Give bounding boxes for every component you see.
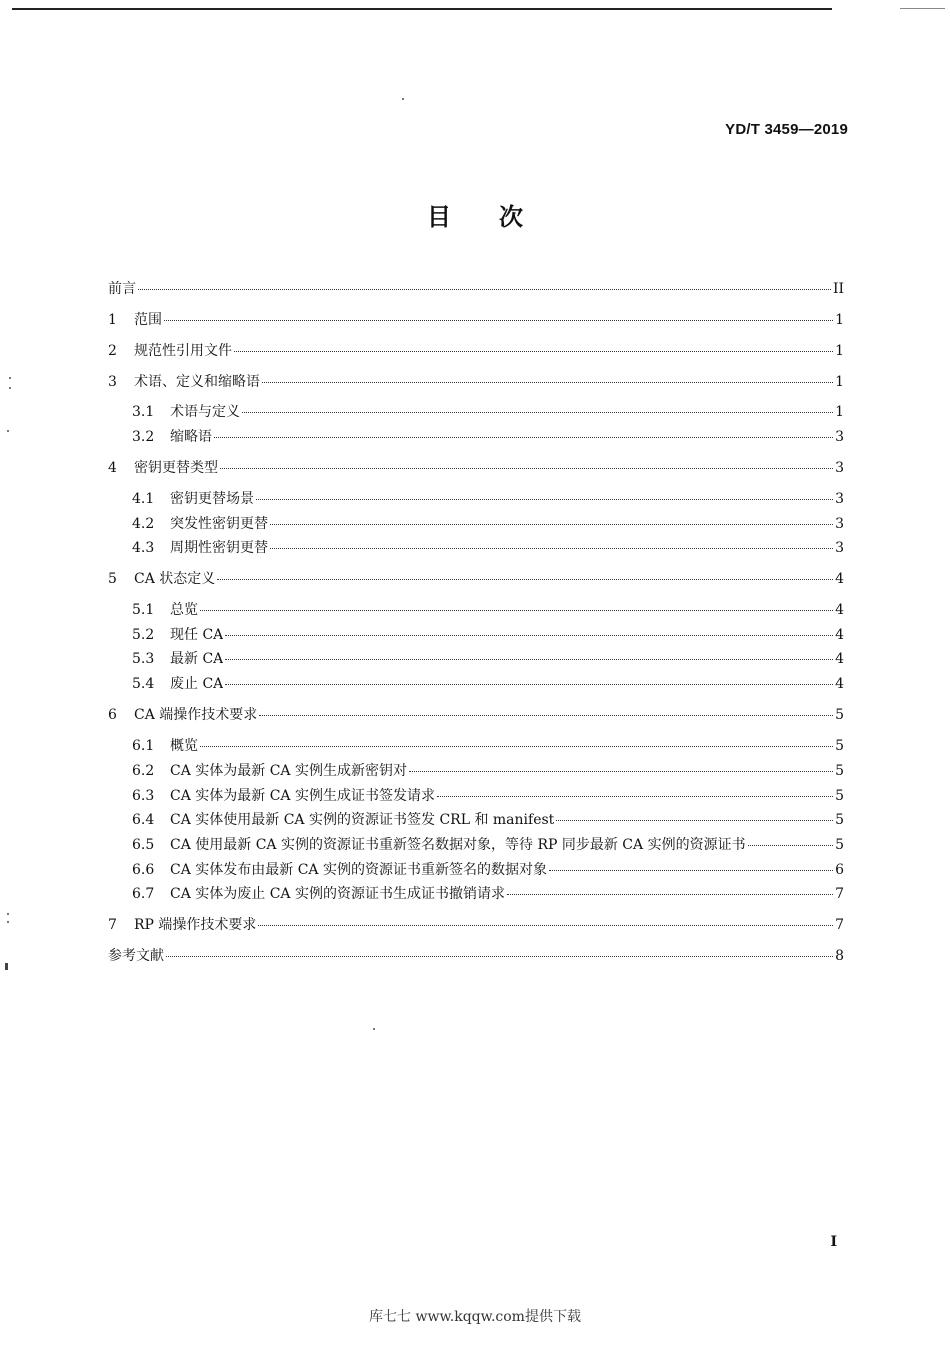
dot-leader xyxy=(256,499,833,500)
dot-leader xyxy=(549,870,833,871)
toc-entry-number: 6.3 xyxy=(132,788,155,804)
toc-entry-title: 概览 xyxy=(170,738,198,754)
toc-entry[interactable] xyxy=(132,647,844,671)
toc-entry-page: 1 xyxy=(835,343,844,359)
toc-entry-number: 3.1 xyxy=(132,404,155,420)
toc-entry[interactable] xyxy=(108,703,844,727)
toc-entry-number: 7 xyxy=(108,917,117,933)
toc-entry-title: 范围 xyxy=(134,312,162,328)
dot-leader xyxy=(262,382,833,383)
dot-leader xyxy=(214,437,833,438)
scan-speck xyxy=(9,387,11,389)
toc-entry-number: 3.2 xyxy=(132,429,155,445)
toc-entry-number: 6 xyxy=(108,707,117,723)
dot-leader xyxy=(200,746,833,747)
scan-speck xyxy=(373,1028,375,1030)
toc-entry-number: 5 xyxy=(108,571,117,587)
toc-entry-number: 4 xyxy=(108,460,117,476)
toc-entry-title: 周期性密钥更替 xyxy=(170,540,268,556)
toc-entry-page: 3 xyxy=(835,516,844,532)
dot-leader xyxy=(556,820,833,821)
toc-entry-title: CA 状态定义 xyxy=(134,571,216,587)
toc-entry-title: 前言 xyxy=(108,281,136,297)
top-rule xyxy=(12,8,832,10)
dot-leader xyxy=(234,351,833,352)
toc-entry-title: 总览 xyxy=(170,602,198,618)
toc-entry-page: 3 xyxy=(835,491,844,507)
toc-entry[interactable] xyxy=(132,598,844,622)
scan-speck xyxy=(9,377,11,379)
toc-entry[interactable] xyxy=(108,944,844,968)
toc-entry-page: 3 xyxy=(835,460,844,476)
toc-entry-page: 3 xyxy=(835,429,844,445)
dot-leader xyxy=(225,635,833,636)
toc-entry-page: II xyxy=(832,281,844,297)
toc-entry-title: 规范性引用文件 xyxy=(134,343,232,359)
toc-entry-number: 4.1 xyxy=(132,491,155,507)
toc-entry-page: 1 xyxy=(835,312,844,328)
dot-leader xyxy=(259,715,833,716)
toc-entry-title: CA 实体为废止 CA 实例的资源证书生成证书撤销请求 xyxy=(170,886,505,902)
dot-leader xyxy=(200,610,833,611)
toc-entry-title: 废止 CA xyxy=(170,676,224,692)
toc-entry-page: 5 xyxy=(835,763,844,779)
page-number: I xyxy=(830,1234,837,1250)
toc-entry[interactable] xyxy=(132,536,844,560)
toc-entry-page: 5 xyxy=(835,738,844,754)
toc-entry[interactable] xyxy=(108,308,844,332)
toc-entry-page: 7 xyxy=(835,886,844,902)
dot-leader xyxy=(270,548,833,549)
toc-entry-page: 5 xyxy=(835,788,844,804)
toc-entry[interactable] xyxy=(132,487,844,511)
toc-entry-title: CA 实体为最新 CA 实例生成新密钥对 xyxy=(170,763,407,779)
toc-entry[interactable] xyxy=(132,425,844,449)
toc-entry-number: 6.6 xyxy=(132,862,155,878)
toc-entry-title: 缩略语 xyxy=(170,429,212,445)
toc-entry-page: 7 xyxy=(835,917,844,933)
scan-speck xyxy=(402,98,404,100)
download-watermark: 库七七 www.kqqw.com提供下载 xyxy=(369,1309,581,1325)
toc-entry-title: 术语、定义和缩略语 xyxy=(134,374,260,390)
toc-entry-number: 5.3 xyxy=(132,651,155,667)
toc-entry-title: CA 端操作技术要求 xyxy=(134,707,258,723)
toc-entry-page: 4 xyxy=(835,651,844,667)
toc-title-char-2: 次 xyxy=(499,203,523,231)
toc-entry[interactable] xyxy=(108,456,844,480)
dot-leader xyxy=(242,412,833,413)
toc-entry[interactable] xyxy=(132,882,844,906)
toc-entry[interactable] xyxy=(108,339,844,363)
toc-entry-title: 参考文献 xyxy=(108,948,164,964)
toc-entry-title: 最新 CA xyxy=(170,651,224,667)
toc-entry-number: 2 xyxy=(108,343,117,359)
dot-leader xyxy=(437,796,833,797)
toc-entry-page: 6 xyxy=(835,862,844,878)
toc-entry-title: CA 实体为最新 CA 实例生成证书签发请求 xyxy=(170,788,435,804)
toc-entry-title: CA 使用最新 CA 实例的资源证书重新签名数据对象，等待 RP 同步最新 CA 实例的资源证书 xyxy=(170,837,746,853)
scan-speck xyxy=(7,430,9,432)
toc-entry[interactable] xyxy=(132,400,844,424)
dot-leader xyxy=(270,524,833,525)
dot-leader xyxy=(220,468,833,469)
toc-title xyxy=(0,197,950,232)
toc-entry-number: 3 xyxy=(108,374,117,390)
toc-entry-number: 6.5 xyxy=(132,837,155,853)
toc-entry-title: CA 实体使用最新 CA 实例的资源证书签发 CRL 和 manifest xyxy=(170,812,555,828)
toc-entry[interactable] xyxy=(108,277,844,301)
toc-entry-page: 4 xyxy=(835,602,844,618)
toc-entry-number: 5.1 xyxy=(132,602,155,618)
toc-entry[interactable] xyxy=(132,672,844,696)
dot-leader xyxy=(748,845,834,846)
toc-entry-number: 6.4 xyxy=(132,812,155,828)
toc-entry[interactable] xyxy=(132,734,844,758)
dot-leader xyxy=(409,771,833,772)
dot-leader xyxy=(258,925,833,926)
toc-entry-title: 现任 CA xyxy=(170,627,224,643)
scan-speck xyxy=(5,963,8,970)
toc-entry-page: 5 xyxy=(835,707,844,723)
dot-leader xyxy=(166,956,833,957)
dot-leader xyxy=(217,579,833,580)
toc-entry-title: 密钥更替场景 xyxy=(170,491,254,507)
toc-entry-number: 6.2 xyxy=(132,763,155,779)
toc-entry[interactable] xyxy=(132,833,844,857)
toc-entry[interactable] xyxy=(108,567,844,591)
toc-entry-title: 突发性密钥更替 xyxy=(170,516,268,532)
toc-entry-number: 4.2 xyxy=(132,516,155,532)
toc-entry[interactable] xyxy=(132,512,844,536)
toc-entry[interactable] xyxy=(132,858,844,882)
toc-entry-number: 5.2 xyxy=(132,627,155,643)
dot-leader xyxy=(164,320,833,321)
toc-entry-number: 5.4 xyxy=(132,676,155,692)
toc-entry-page: 5 xyxy=(835,837,844,853)
dot-leader xyxy=(225,659,833,660)
dot-leader xyxy=(138,289,831,290)
top-rule-faint xyxy=(900,8,945,9)
dot-leader xyxy=(507,894,833,895)
toc-entry-number: 1 xyxy=(108,312,117,328)
toc-entry-page: 8 xyxy=(835,948,844,964)
toc-entry[interactable] xyxy=(132,784,844,808)
standard-number: YD/T 3459—2019 xyxy=(725,121,848,138)
toc-entry-page: 1 xyxy=(835,404,844,420)
toc-entry-number: 6.1 xyxy=(132,738,155,754)
toc-entry-number: 4.3 xyxy=(132,540,155,556)
toc-entry-page: 4 xyxy=(835,571,844,587)
toc-entry[interactable] xyxy=(132,759,844,783)
toc-entry-title: 术语与定义 xyxy=(170,404,240,420)
toc-entry-page: 3 xyxy=(835,540,844,556)
scan-speck xyxy=(7,921,9,923)
toc-entry[interactable] xyxy=(132,623,844,647)
toc-entry-page: 4 xyxy=(835,676,844,692)
toc-entry-number: 6.7 xyxy=(132,886,155,902)
toc-entry-title: CA 实体发布由最新 CA 实例的资源证书重新签名的数据对象 xyxy=(170,862,547,878)
toc-title-char-1: 目 xyxy=(427,203,451,231)
scan-speck xyxy=(7,913,9,915)
toc-entry[interactable] xyxy=(108,370,844,394)
toc-entry-title: RP 端操作技术要求 xyxy=(134,917,257,933)
toc-entry-page: 5 xyxy=(835,812,844,828)
toc-entry-page: 4 xyxy=(835,627,844,643)
toc-entry[interactable] xyxy=(108,913,844,937)
toc-entry-title: 密钥更替类型 xyxy=(134,460,218,476)
dot-leader xyxy=(225,684,833,685)
toc-entry[interactable] xyxy=(132,808,844,832)
toc-entry-page: 1 xyxy=(835,374,844,390)
